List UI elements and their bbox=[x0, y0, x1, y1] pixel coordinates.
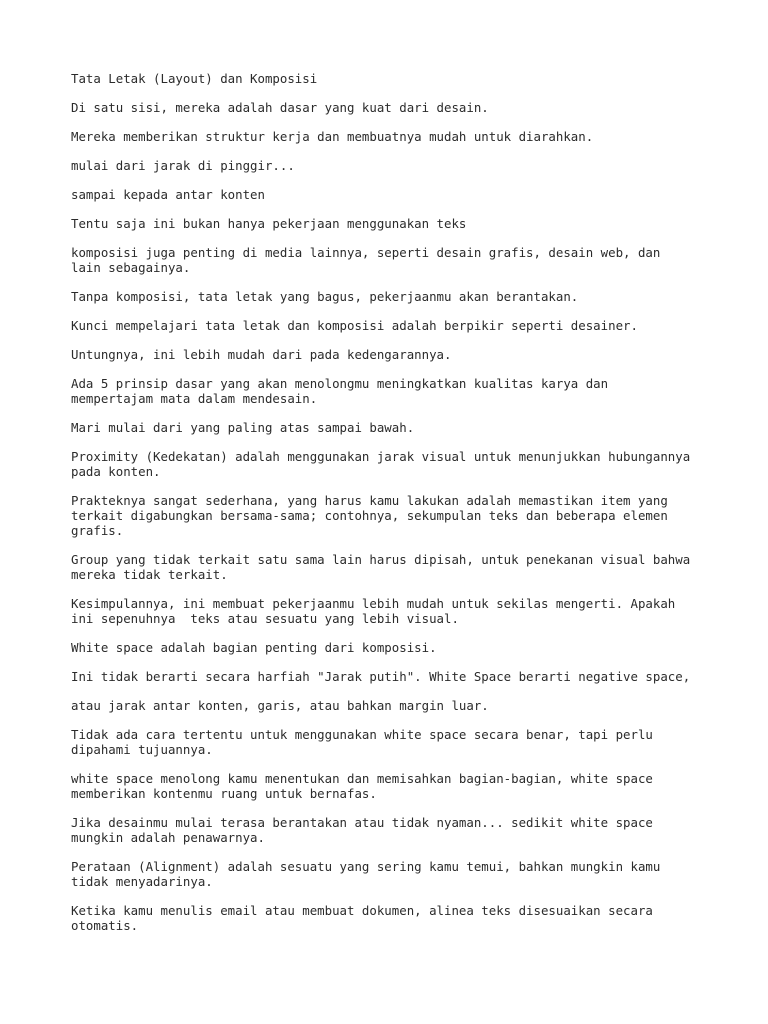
paragraph: sampai kepada antar konten bbox=[71, 187, 265, 202]
paragraph: Tanpa komposisi, tata letak yang bagus, pekerjaanmu akan berantakan. bbox=[71, 289, 579, 304]
paragraph: Tentu saja ini bukan hanya pekerjaan menggunakan teks bbox=[71, 216, 467, 231]
paragraph: white space menolong kamu menentukan dan memisahkan bagian-bagian, white space memberikan kontenmu ruang untuk bernafas. bbox=[71, 771, 653, 801]
paragraph: Ketika kamu menulis email atau membuat dokumen, alinea teks disesuaikan secara otomatis. bbox=[71, 903, 653, 933]
paragraph: Tidak ada cara tertentu untuk menggunakan white space secara benar, tapi perlu dipahami tujuannya. bbox=[71, 727, 653, 757]
paragraph: Ini tidak berarti secara harfiah "Jarak putih". White Space berarti negative space, bbox=[71, 669, 691, 684]
document-title: Tata Letak (Layout) dan Komposisi bbox=[71, 71, 318, 86]
paragraph: Mari mulai dari yang paling atas sampai bawah. bbox=[71, 420, 415, 435]
paragraph: Perataan (Alignment) adalah sesuatu yang sering kamu temui, bahkan mungkin kamu tidak menyadarinya. bbox=[71, 859, 661, 889]
paragraph: Di satu sisi, mereka adalah dasar yang kuat dari desain. bbox=[71, 100, 489, 115]
paragraph: atau jarak antar konten, garis, atau bahkan margin luar. bbox=[71, 698, 489, 713]
paragraph: Untungnya, ini lebih mudah dari pada kedengarannya. bbox=[71, 347, 452, 362]
paragraph: Group yang tidak terkait satu sama lain harus dipisah, untuk penekanan visual bahwa mereka tidak terkait. bbox=[71, 552, 691, 582]
paragraph: Proximity (Kedekatan) adalah menggunakan jarak visual untuk menunjukkan hubungannya pada konten. bbox=[71, 449, 691, 479]
paragraph: Kunci mempelajari tata letak dan komposisi adalah berpikir seperti desainer. bbox=[71, 318, 638, 333]
paragraph: komposisi juga penting di media lainnya, seperti desain grafis, desain web, dan lain sebagainya. bbox=[71, 245, 661, 275]
paragraph: mulai dari jarak di pinggir... bbox=[71, 158, 295, 173]
paragraph: White space adalah bagian penting dari komposisi. bbox=[71, 640, 437, 655]
paragraph: Jika desainmu mulai terasa berantakan atau tidak nyaman... sedikit white space mungkin adalah penawarnya. bbox=[71, 815, 653, 845]
paragraph: Ada 5 prinsip dasar yang akan menolongmu meningkatkan kualitas karya dan mempertajam mata dalam mendesain. bbox=[71, 376, 609, 406]
paragraph: Mereka memberikan struktur kerja dan membuatnya mudah untuk diarahkan. bbox=[71, 129, 594, 144]
paragraph: Prakteknya sangat sederhana, yang harus kamu lakukan adalah memastikan item yang terkait digabungkan bersama-sama; contohnya, sekumpulan teks dan beberapa elemen grafis. bbox=[71, 493, 668, 538]
paragraph: Kesimpulannya, ini membuat pekerjaanmu lebih mudah untuk sekilas mengerti. Apakah ini sepenuhnya teks atau sesuatu yang lebih visual. bbox=[71, 596, 676, 626]
